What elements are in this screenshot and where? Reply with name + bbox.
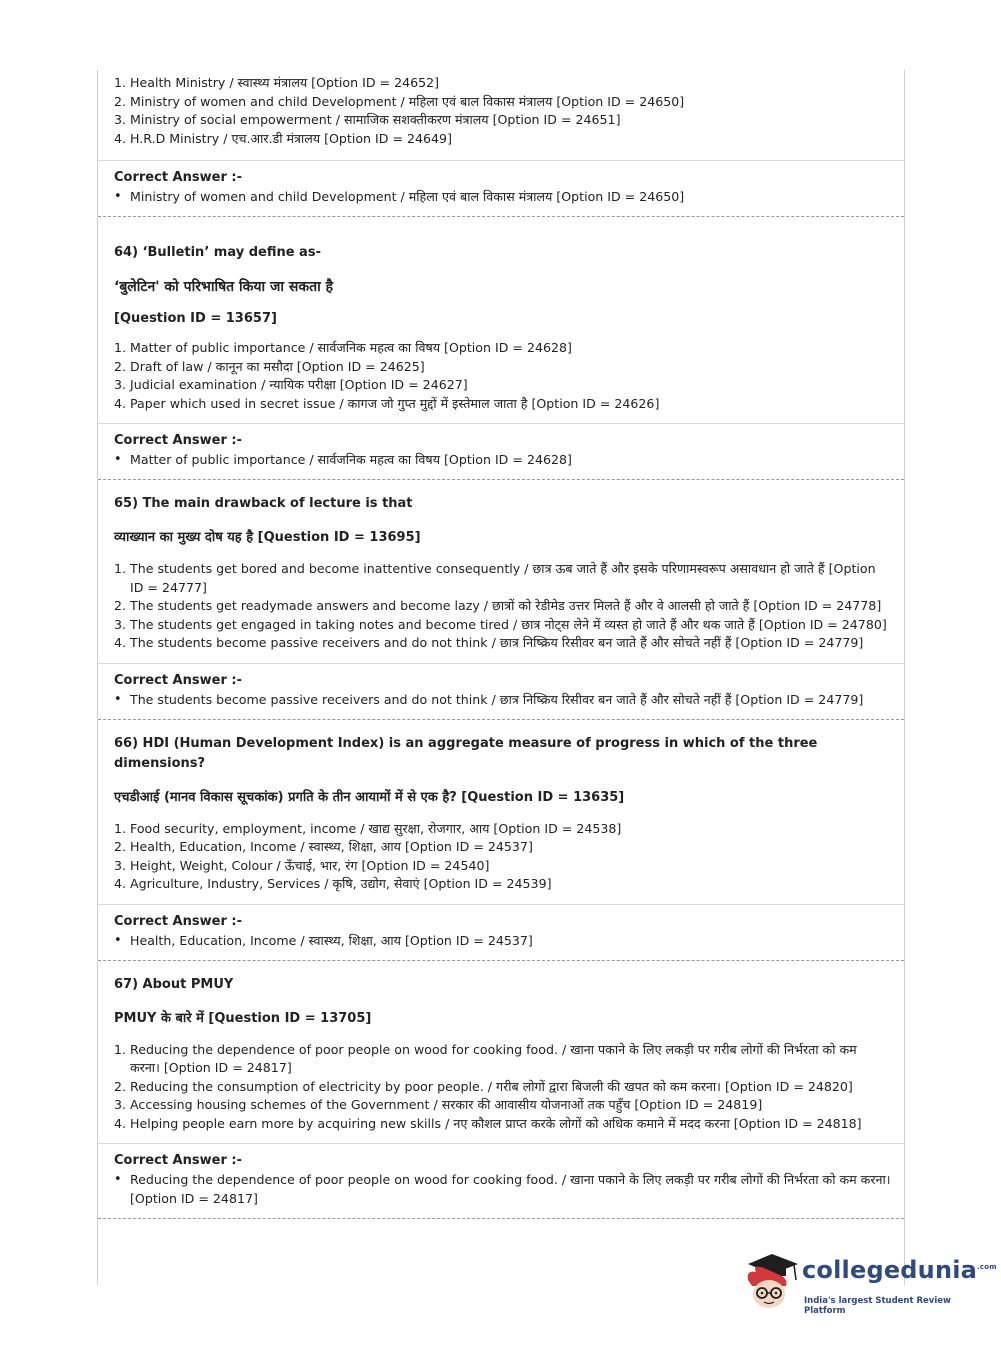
option-item: 1. Food security, employment, income / खाद्य सुरक्षा, रोजगार, आय [Option ID = 24538] bbox=[114, 820, 622, 836]
question-separator bbox=[98, 1218, 904, 1219]
question-65 bbox=[98, 480, 904, 720]
question-64 bbox=[98, 217, 904, 480]
brand-tld: .com bbox=[977, 1263, 997, 1271]
options-list bbox=[114, 820, 896, 904]
question-title: 67) About PMUY bbox=[114, 976, 234, 992]
correct-answer-box bbox=[98, 1144, 904, 1218]
option-item: 1. The students get bored and become inattentive consequently / छात्र ऊब जाते हैं और इसके परिणामस्वरूप असावधान हो जाते हैं [Option ID = 24777] bbox=[114, 561, 876, 595]
correct-answer-text: Ministry of women and child Development / महिला एवं बाल विकास मंत्रालय [Option ID = 24650] bbox=[130, 189, 685, 204]
correct-answer-box bbox=[98, 664, 904, 719]
option-item: 4. Paper which used in secret issue / कागज जो गुप्त मुद्दों में इस्तेमाल जाता है [Option ID = 24626] bbox=[114, 395, 660, 411]
correct-answer-label: Correct Answer :- bbox=[114, 170, 242, 185]
option-item: 4. Helping people earn more by acquiring new skills / नए कौशल प्राप्त करके लोगों को अधिक कमाने में मदद करना [Option ID = 24818] bbox=[114, 1115, 862, 1131]
option-item: 4. The students become passive receivers and do not think / छात्र निष्क्रिय रिसीवर बन जाते हैं और सोचते नहीं हैं [Option ID = 24779] bbox=[114, 635, 864, 650]
option-item: 3. The students get engaged in taking notes and become tired / छात्र नोट्स लेने में व्यस्त हो जाते हैं और थक जाते हैं [Option ID = 24780] bbox=[114, 616, 887, 632]
correct-answer-text: Health, Education, Income / स्वास्थ्य, शिक्षा, आय [Option ID = 24537] bbox=[130, 932, 533, 948]
question-title: 65) The main drawback of lecture is that bbox=[114, 496, 413, 511]
option-item: 2. Health, Education, Income / स्वास्थ्य, शिक्षा, आय [Option ID = 24537] bbox=[114, 839, 533, 854]
bullet-icon: • bbox=[114, 932, 122, 948]
options-list bbox=[114, 1041, 896, 1144]
question-sheet bbox=[97, 70, 905, 1285]
option-item: 2. The students get readymade answers and become lazy / छात्रों को रेडीमेड उत्तर मिलते हैं और वे आलसी हो जाते हैं [Option ID = 24778] bbox=[114, 598, 882, 613]
question-67 bbox=[98, 961, 904, 1220]
option-item: 2. Ministry of women and child Development / महिला एवं बाल विकास मंत्रालय [Option ID = 24650] bbox=[114, 93, 685, 109]
correct-answer-label: Correct Answer :- bbox=[114, 913, 242, 929]
bullet-icon: • bbox=[114, 189, 122, 204]
option-item: 2. Draft of law / कानून का मसौदा [Option ID = 24625] bbox=[114, 358, 425, 374]
question-title: 66) HDI (Human Development Index) is an aggregate measure of progress in which of the three dimensions? bbox=[114, 735, 818, 771]
option-item: 3. Ministry of social empowerment / सामाजिक सशक्तीकरण मंत्रालय [Option ID = 24651] bbox=[114, 112, 621, 127]
question-hindi: एचडीआई (मानव विकास सूचकांक) प्रगति के तीन आयामों में से एक है? [Question ID = 13635] bbox=[114, 789, 625, 805]
correct-answer-label: Correct Answer :- bbox=[114, 672, 242, 688]
question-id: [Question ID = 13657] bbox=[114, 311, 277, 326]
options-list bbox=[98, 74, 904, 160]
correct-answer-box bbox=[98, 905, 904, 960]
question-hindi: ‘बुलेटिन' को परिभाषित किया जा सकता है bbox=[114, 279, 334, 295]
correct-answer-box bbox=[98, 424, 904, 479]
option-item: 1. Health Ministry / स्वास्थ्य मंत्रालय [Option ID = 24652] bbox=[114, 75, 440, 90]
option-item: 4. Agriculture, Industry, Services / कृषि, उद्योग, सेवाएं [Option ID = 24539] bbox=[114, 876, 552, 891]
collegedunia-logo[interactable] bbox=[742, 1250, 997, 1316]
correct-answer-box bbox=[98, 161, 904, 216]
question-hindi: PMUY के बारे में [Question ID = 13705] bbox=[114, 1010, 372, 1026]
brand-tagline: India's largest Student Review Platform bbox=[804, 1296, 951, 1316]
bullet-icon: • bbox=[114, 1172, 122, 1187]
question-title: 64) ‘Bulletin’ may define as- bbox=[114, 245, 321, 260]
options-list bbox=[114, 339, 896, 423]
question-hindi: व्याख्यान का मुख्य दोष यह है [Question ID = 13695] bbox=[114, 530, 421, 545]
bullet-icon: • bbox=[114, 691, 122, 707]
question-63-continued bbox=[98, 70, 904, 217]
correct-answer-text: Matter of public importance / सार्वजनिक महत्व का विषय [Option ID = 24628] bbox=[130, 452, 572, 467]
option-item: 3. Accessing housing schemes of the Government / सरकार की आवासीय योजनाओं तक पहुँच [Option ID = 24819] bbox=[114, 1097, 763, 1112]
option-item: 1. Reducing the dependence of poor people on wood for cooking food. / खाना पकाने के लिए लकड़ी पर गरीब लोगों की निर्भरता को कम करना। [Option ID = 24817] bbox=[114, 1041, 857, 1075]
option-item: 3. Judicial examination / न्यायिक परीक्षा [Option ID = 24627] bbox=[114, 377, 468, 392]
mascot-icon bbox=[742, 1250, 800, 1312]
option-item: 4. H.R.D Ministry / एच.आर.डी मंत्रालय [Option ID = 24649] bbox=[114, 130, 452, 146]
correct-answer-label: Correct Answer :- bbox=[114, 433, 242, 448]
question-66 bbox=[98, 720, 904, 961]
bullet-icon: • bbox=[114, 452, 122, 467]
option-item: 1. Matter of public importance / सार्वजनिक महत्व का विषय [Option ID = 24628] bbox=[114, 340, 572, 355]
correct-answer-text: The students become passive receivers and do not think / छात्र निष्क्रिय रिसीवर बन जाते हैं और सोचते नहीं हैं [Option ID = 24779] bbox=[130, 691, 864, 707]
correct-answer-label: Correct Answer :- bbox=[114, 1153, 242, 1168]
correct-answer-text: Reducing the dependence of poor people on wood for cooking food. / खाना पकाने के लिए लकड़ी पर गरीब लोगों की निर्भरता को कम करना। [Option ID = 24817] bbox=[130, 1172, 891, 1206]
brand-name: collegedunia$^{.com}$ bbox=[802, 1256, 997, 1284]
option-item: 2. Reducing the consumption of electricity by poor people. / गरीब लोगों द्वारा बिजली की खपत को कम करना। [Option ID = 24820] bbox=[114, 1078, 853, 1094]
option-item: 3. Height, Weight, Colour / ऊँचाई, भार, रंग [Option ID = 24540] bbox=[114, 857, 490, 873]
options-list bbox=[114, 560, 896, 663]
